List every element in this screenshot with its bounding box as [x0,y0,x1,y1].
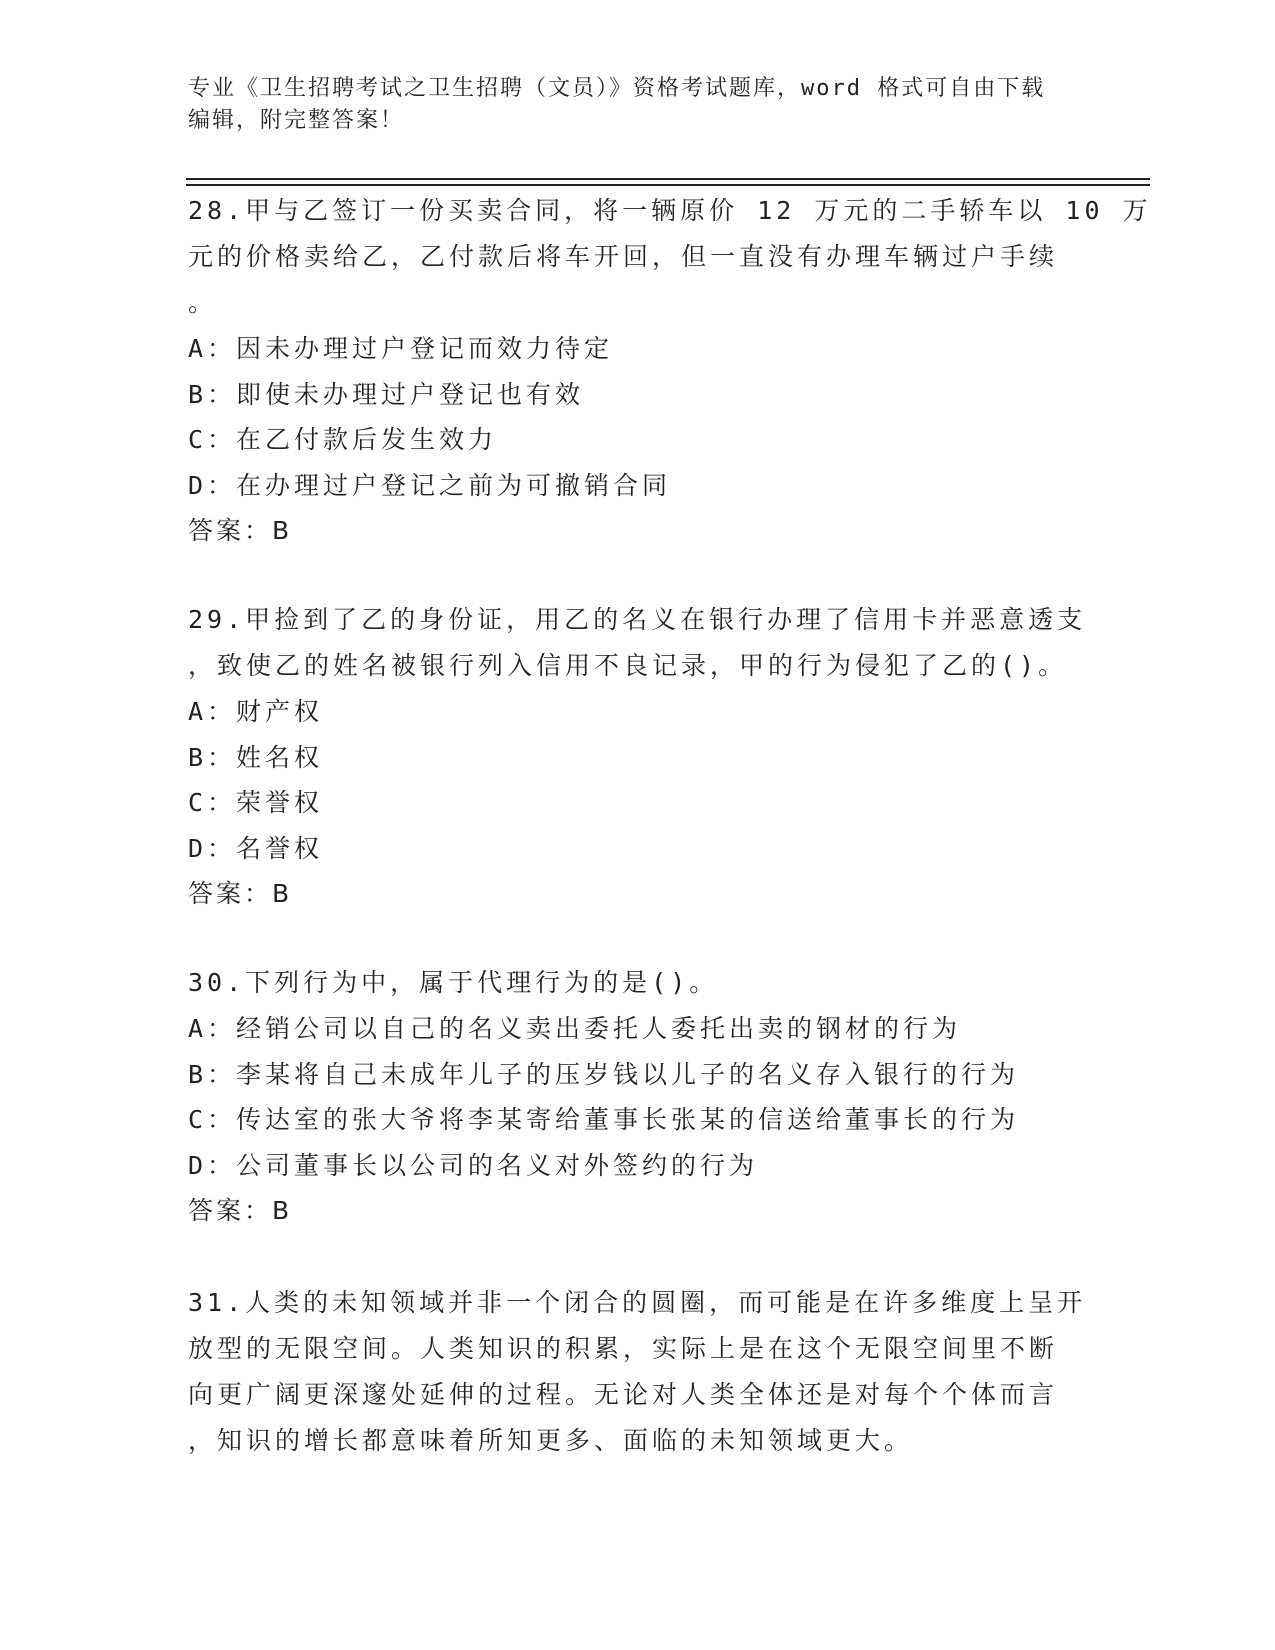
stem-line: 31.人类的未知领域并非一个闭合的圆圈，而可能是在许多维度上呈开 [188,1288,1087,1317]
header-divider [186,178,1150,180]
question-28 [188,188,1152,554]
answer: 答案：B [188,516,293,545]
answer: 答案：B [188,879,293,908]
option-c: C：荣誉权 [188,788,324,817]
option-b: B：姓名权 [188,742,324,772]
stem-line: 30.下列行为中，属于代理行为的是()。 [188,968,719,997]
question-stem [188,960,1088,1006]
question-29 [188,597,1088,917]
stem-line: ，致使乙的姓名被银行列入信用不良记录，甲的行为侵犯了乙的()。 [188,651,1068,680]
option-b: B：即使未办理过户登记也有效 [188,379,585,409]
document-header [188,73,1078,137]
question-31 [188,1280,1088,1464]
stem-line: 。 [188,288,218,317]
header-line: 专业《卫生招聘考试之卫生招聘（文员）》资格考试题库，word 格式可自由下载 [188,76,1046,101]
option-a: A：经销公司以自己的名义卖出委托人委托出卖的钢材的行为 [188,1014,962,1043]
stem-line: 元的价格卖给乙，乙付款后将车开回，但一直没有办理车辆过户手续 [188,242,1059,271]
question-stem [188,188,1152,326]
option-a: A：财产权 [188,697,324,726]
question-stem [188,1280,1088,1464]
answer: 答案：B [188,1196,293,1225]
question-stem [188,597,1088,689]
stem-line: ，知识的增长都意味着所知更多、面临的未知领域更大。 [188,1426,914,1455]
option-d: D：公司董事长以公司的名义对外签约的行为 [188,1150,759,1180]
stem-line: 向更广阔更深邃处延伸的过程。无论对人类全体还是对每个个体而言 [188,1380,1059,1409]
question-30 [188,960,1088,1234]
stem-line: 放型的无限空间。人类知识的积累，实际上是在这个无限空间里不断 [188,1334,1059,1363]
option-d: D：名誉权 [188,833,324,863]
header-line: 编辑，附完整答案！ [188,108,405,133]
option-c: C：传达室的张大爷将李某寄给董事长张某的信送给董事长的行为 [188,1105,1020,1134]
header-divider [186,184,1150,186]
option-b: B：李某将自己未成年儿子的压岁钱以儿子的名义存入银行的行为 [188,1059,1020,1089]
option-d: D：在办理过户登记之前为可撤销合同 [188,470,672,500]
stem-line: 28.甲与乙签订一份买卖合同，将一辆原价 12 万元的二手轿车以 10 万 [188,196,1152,225]
stem-line: 29.甲捡到了乙的身份证，用乙的名义在银行办理了信用卡并恶意透支 [188,605,1087,634]
option-a: A：因未办理过户登记而效力待定 [188,334,614,363]
option-c: C：在乙付款后发生效力 [188,425,498,454]
